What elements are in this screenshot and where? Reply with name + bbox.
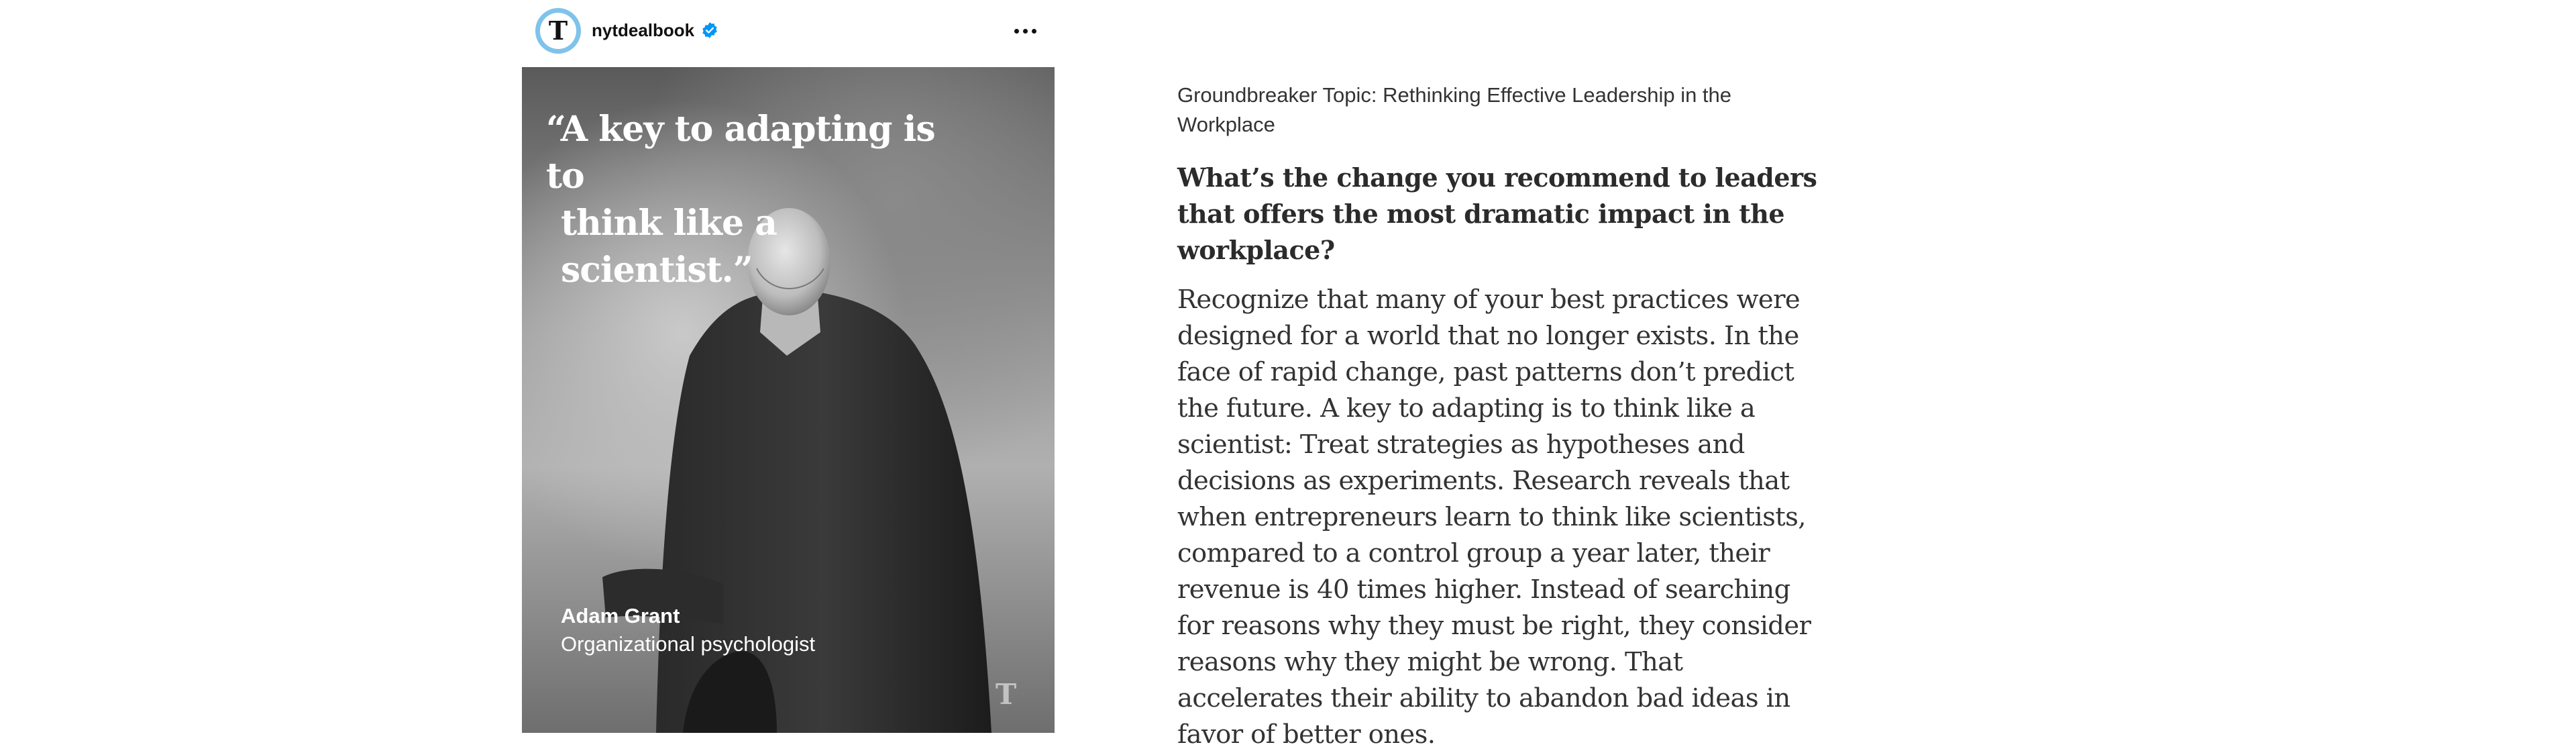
quote-line-1: “A key to adapting is to <box>546 109 935 197</box>
post-image[interactable] <box>522 67 1055 733</box>
avatar-glyph: T <box>548 15 568 46</box>
more-options-icon[interactable] <box>1009 16 1041 46</box>
article-body <box>1177 81 1821 753</box>
question-heading: What’s the change you recommend to leaders that offers the most dramatic impact in the workplace? <box>1177 162 1817 265</box>
verified-badge-icon <box>701 21 718 39</box>
quote-line-2: think like a scientist.” <box>561 203 777 291</box>
profile-avatar[interactable] <box>535 8 581 54</box>
post-header <box>522 0 1055 67</box>
quote-text <box>546 106 975 294</box>
nyt-logo-icon <box>540 13 576 49</box>
topic-heading: Groundbreaker Topic: Rethinking Effective Leadership in the Workplace <box>1177 83 1732 136</box>
person-role: Organizational psychologist <box>561 632 816 656</box>
watermark-glyph: T <box>996 678 1017 711</box>
account-handle-text[interactable]: nytdealbook <box>592 19 695 40</box>
nyt-watermark-icon <box>996 678 1016 711</box>
more-dot <box>1032 29 1036 34</box>
instagram-post <box>522 0 1055 733</box>
answer-paragraph: Recognize that many of your best practices were designed for a world that no longer exists. In the face of rapid change, past patterns don’t predict the future. A key to adapting is to think like a scientist: Treat strategies as hypotheses and decisions as experiments. Research reveals that when entrepreneurs learn to think like scientists, compared to a control group a year later, their revenue is 40 times higher. Instead of searching for reasons why they must be right, they consider reasons why they might be wrong. That accelerates their ability to abandon bad ideas in favor of better ones. <box>1177 285 1811 750</box>
person-name: Adam Grant <box>561 604 680 628</box>
more-dot <box>1023 29 1028 34</box>
more-dot <box>1014 29 1019 34</box>
account-handle[interactable] <box>592 19 718 42</box>
